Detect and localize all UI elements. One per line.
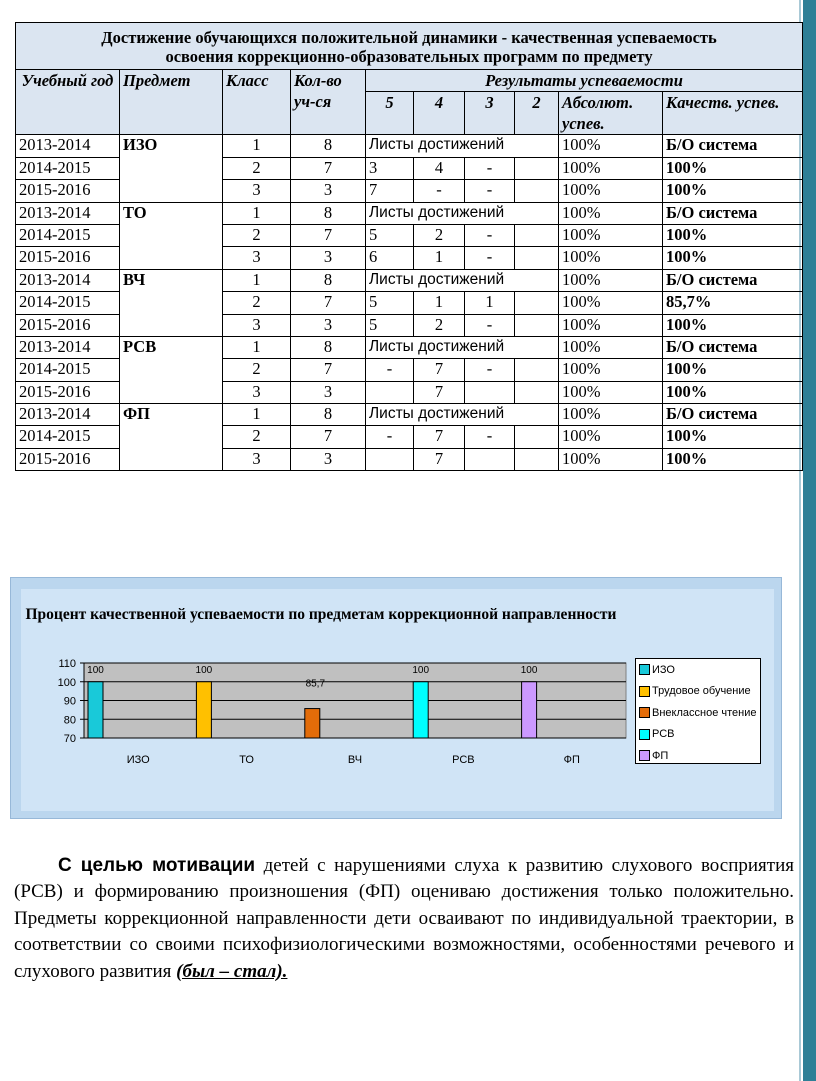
cell-grade-3 (465, 381, 515, 403)
cell-count: 7 (291, 426, 366, 448)
paragraph-emphasis: (был – стал). (176, 960, 288, 982)
legend-label: Внеклассное чтение (652, 706, 757, 719)
table-title-line1: Достижение обучающихся положительной динамики - качественная успеваемость (101, 28, 717, 47)
data-label: 100 (195, 664, 213, 676)
header-grade-4: 4 (414, 92, 465, 135)
table-row (16, 202, 803, 224)
y-tick-label: 70 (63, 733, 76, 745)
chart-legend (635, 658, 761, 764)
cell-grade-2 (515, 157, 559, 179)
cell-subject: ТО (120, 202, 223, 269)
cell-grade-3: - (465, 157, 515, 179)
cell-grade-2 (515, 448, 559, 470)
cell-grade-3: - (465, 180, 515, 202)
legend-item (636, 681, 760, 703)
cell-class: 1 (223, 269, 291, 291)
cell-class: 3 (223, 180, 291, 202)
header-count: Кол-во уч-ся (291, 70, 366, 135)
cell-grade-5: 5 (366, 314, 414, 336)
table-row (16, 135, 803, 157)
cell-year: 2013-2014 (16, 336, 120, 358)
header-grade-5: 5 (366, 92, 414, 135)
cell-count: 7 (291, 359, 366, 381)
table-title (16, 23, 803, 70)
cell-class: 3 (223, 247, 291, 269)
cell-grade-4: - (414, 180, 465, 202)
cell-grade-4: 7 (414, 426, 465, 448)
cell-class: 1 (223, 202, 291, 224)
table-row (16, 336, 803, 358)
cell-year: 2014-2015 (16, 292, 120, 314)
data-label: 85,7 (305, 678, 326, 690)
header-year: Учебный год (16, 70, 120, 135)
cell-count: 3 (291, 247, 366, 269)
bar-РСВ (413, 682, 428, 738)
cell-achievement: Листы достижений (366, 135, 559, 157)
cell-grade-5: 6 (366, 247, 414, 269)
cell-grade-5: 3 (366, 157, 414, 179)
cell-achievement: Листы достижений (366, 336, 559, 358)
legend-swatch (639, 686, 650, 697)
legend-item (636, 659, 760, 681)
cell-count: 7 (291, 157, 366, 179)
cell-absolute: 100% (559, 426, 663, 448)
legend-label: ФП (652, 749, 669, 762)
x-tick-label: РСВ (452, 754, 475, 766)
cell-grade-4: 1 (414, 247, 465, 269)
cell-achievement: Листы достижений (366, 404, 559, 426)
cell-grade-4: 1 (414, 292, 465, 314)
header-absolute: Абсолют. успев. (559, 92, 663, 135)
cell-achievement: Листы достижений (366, 269, 559, 291)
cell-count: 7 (291, 224, 366, 246)
cell-year: 2014-2015 (16, 224, 120, 246)
cell-quality: 100% (663, 381, 803, 403)
cell-grade-4: 2 (414, 314, 465, 336)
cell-absolute: 100% (559, 359, 663, 381)
cell-absolute: 100% (559, 247, 663, 269)
cell-quality: Б/О система (663, 269, 803, 291)
legend-swatch (639, 729, 650, 740)
cell-grade-3: 1 (465, 292, 515, 314)
cell-count: 8 (291, 269, 366, 291)
cell-class: 1 (223, 135, 291, 157)
cell-achievement: Листы достижений (366, 202, 559, 224)
motivation-paragraph (14, 853, 794, 985)
cell-absolute: 100% (559, 269, 663, 291)
cell-subject: ФП (120, 404, 223, 471)
cell-quality: 100% (663, 359, 803, 381)
cell-absolute: 100% (559, 224, 663, 246)
cell-year: 2015-2016 (16, 314, 120, 336)
table-title-line2: освоения коррекционно-образовательных программ по предмету (165, 47, 653, 66)
cell-grade-2 (515, 426, 559, 448)
results-table (15, 22, 803, 471)
legend-item (636, 745, 760, 767)
cell-grade-2 (515, 359, 559, 381)
cell-count: 3 (291, 381, 366, 403)
header-class: Класс (223, 70, 291, 135)
x-tick-label: ВЧ (347, 754, 363, 766)
cell-quality: Б/О система (663, 404, 803, 426)
cell-year: 2014-2015 (16, 426, 120, 448)
cell-class: 2 (223, 292, 291, 314)
chart-area (21, 589, 774, 811)
cell-subject: ИЗО (120, 135, 223, 202)
cell-grade-4: 7 (414, 359, 465, 381)
cell-grade-5: - (366, 426, 414, 448)
cell-grade-3: - (465, 426, 515, 448)
cell-subject: ВЧ (120, 269, 223, 336)
cell-year: 2015-2016 (16, 247, 120, 269)
legend-item (636, 724, 760, 746)
cell-count: 7 (291, 292, 366, 314)
cell-absolute: 100% (559, 292, 663, 314)
cell-grade-2 (515, 247, 559, 269)
cell-grade-2 (515, 292, 559, 314)
cell-count: 8 (291, 202, 366, 224)
legend-item (636, 702, 760, 724)
cell-quality: Б/О система (663, 336, 803, 358)
cell-count: 3 (291, 314, 366, 336)
y-tick-label: 80 (63, 714, 76, 727)
header-grade-2: 2 (515, 92, 559, 135)
cell-grade-4: 2 (414, 224, 465, 246)
cell-year: 2013-2014 (16, 404, 120, 426)
cell-subject: РСВ (120, 336, 223, 403)
cell-quality: 100% (663, 224, 803, 246)
cell-absolute: 100% (559, 202, 663, 224)
paragraph-body: детей с нарушениями слуха к развитию слухового восприятия (РСВ) и формированию произношения (ФП) оцениваю достижения только положительно. Предметы коррекционной направленности дети осваивают по индивидуальной траектории, в соответствии со своими психофизиологическими возможностями, особенностями речевого и слухового развития (14, 855, 794, 982)
cell-quality: 100% (663, 314, 803, 336)
bar-ФП (522, 682, 537, 738)
cell-year: 2014-2015 (16, 359, 120, 381)
y-tick-label: 90 (63, 695, 76, 708)
cell-quality: 85,7% (663, 292, 803, 314)
legend-swatch (639, 707, 650, 718)
cell-grade-5: 5 (366, 224, 414, 246)
cell-quality: 100% (663, 157, 803, 179)
chart-title: Процент качественной успеваемости по предметам коррекционной направленности (25, 606, 617, 623)
cell-count: 8 (291, 404, 366, 426)
cell-grade-5: 7 (366, 180, 414, 202)
data-label: 100 (412, 664, 430, 676)
cell-grade-5 (366, 448, 414, 470)
cell-class: 1 (223, 404, 291, 426)
cell-absolute: 100% (559, 157, 663, 179)
cell-quality: 100% (663, 180, 803, 202)
y-tick-label: 110 (58, 658, 76, 670)
cell-grade-4: 4 (414, 157, 465, 179)
cell-class: 2 (223, 359, 291, 381)
cell-absolute: 100% (559, 180, 663, 202)
cell-grade-3: - (465, 247, 515, 269)
legend-label: РСВ (652, 728, 675, 741)
cell-year: 2013-2014 (16, 135, 120, 157)
legend-label: ИЗО (652, 663, 675, 676)
cell-grade-2 (515, 224, 559, 246)
bar-ВЧ (305, 709, 320, 738)
cell-quality: 100% (663, 448, 803, 470)
legend-label: Трудовое обучение (652, 685, 751, 698)
page-side-accent-bar (803, 0, 816, 1081)
cell-grade-2 (515, 381, 559, 403)
cell-grade-3 (465, 448, 515, 470)
table-row (16, 269, 803, 291)
cell-grade-3: - (465, 359, 515, 381)
legend-swatch (639, 664, 650, 675)
cell-class: 2 (223, 157, 291, 179)
cell-year: 2013-2014 (16, 269, 120, 291)
header-grade-3: 3 (465, 92, 515, 135)
x-tick-label: ИЗО (126, 754, 150, 766)
x-tick-label: ТО (239, 754, 254, 766)
cell-grade-5: 5 (366, 292, 414, 314)
cell-absolute: 100% (559, 135, 663, 157)
cell-grade-2 (515, 180, 559, 202)
legend-swatch (639, 750, 650, 761)
cell-quality: Б/О система (663, 202, 803, 224)
cell-grade-3: - (465, 224, 515, 246)
cell-absolute: 100% (559, 404, 663, 426)
cell-class: 1 (223, 336, 291, 358)
cell-class: 2 (223, 426, 291, 448)
cell-grade-4: 7 (414, 381, 465, 403)
cell-year: 2013-2014 (16, 202, 120, 224)
cell-quality: 100% (663, 426, 803, 448)
cell-grade-3: - (465, 314, 515, 336)
data-label: 100 (520, 664, 538, 676)
header-results: Результаты успеваемости (366, 70, 803, 92)
y-tick-label: 100 (57, 676, 76, 689)
table-row (16, 404, 803, 426)
cell-absolute: 100% (559, 314, 663, 336)
cell-class: 3 (223, 314, 291, 336)
bar-ТО (196, 682, 211, 738)
cell-class: 3 (223, 448, 291, 470)
cell-year: 2015-2016 (16, 180, 120, 202)
data-label: 100 (87, 664, 104, 676)
cell-grade-5: - (366, 359, 414, 381)
cell-grade-4: 7 (414, 448, 465, 470)
cell-quality: 100% (663, 247, 803, 269)
cell-absolute: 100% (559, 336, 663, 358)
cell-absolute: 100% (559, 381, 663, 403)
cell-count: 8 (291, 135, 366, 157)
cell-year: 2015-2016 (16, 381, 120, 403)
chart-frame (10, 577, 782, 819)
cell-quality: Б/О система (663, 135, 803, 157)
cell-class: 3 (223, 381, 291, 403)
paragraph-lead: С целью мотивации (58, 855, 256, 876)
cell-grade-2 (515, 314, 559, 336)
cell-count: 3 (291, 448, 366, 470)
cell-count: 8 (291, 336, 366, 358)
header-subject: Предмет (120, 70, 223, 135)
cell-absolute: 100% (559, 448, 663, 470)
cell-year: 2014-2015 (16, 157, 120, 179)
cell-year: 2015-2016 (16, 448, 120, 470)
bar-ИЗО (88, 682, 103, 738)
header-quality: Качеств. успев. (663, 92, 803, 135)
cell-grade-5 (366, 381, 414, 403)
cell-class: 2 (223, 224, 291, 246)
x-tick-label: ФП (563, 754, 580, 766)
cell-count: 3 (291, 180, 366, 202)
